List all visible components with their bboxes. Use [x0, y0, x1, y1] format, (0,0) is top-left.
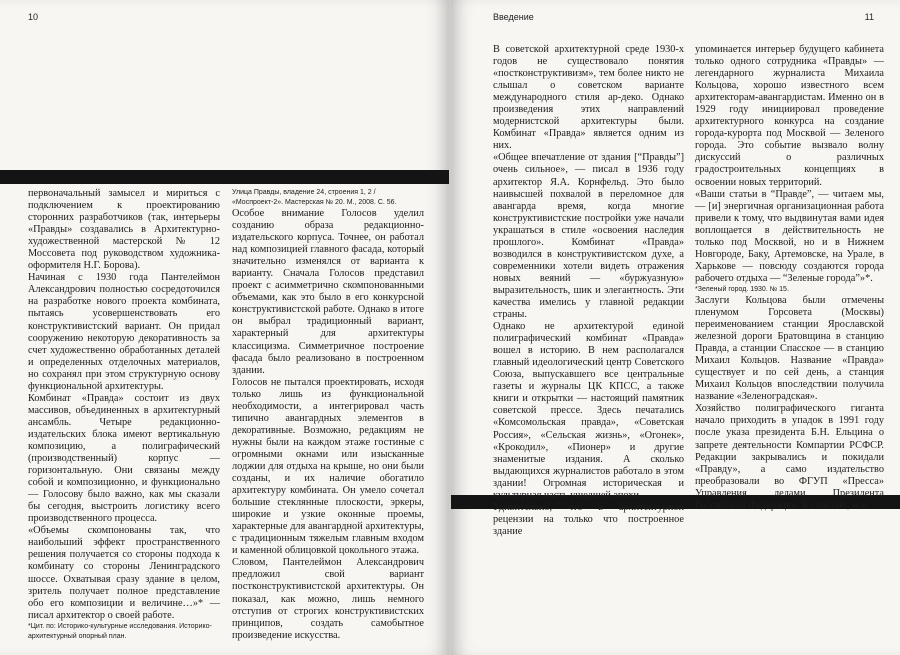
footnote: *Зеленый город. 1930. № 15.: [695, 285, 789, 293]
black-band-left: [0, 170, 449, 184]
paragraph: упоминается интерьер будущего кабинета только одного сотрудника «Правды» — легендарного журналиста Михаила Кольцова, хорошо известного всем архитекторам-авангардистам. Именно он в 1929 году инициировал проведение архитектурного конкурса на создание города-курорта под Москвой — Зеленого города. Это событие вызвало волну дискуссий о различных градостроительных концепциях в освоении новых территорий.: [695, 44, 884, 188]
left-column-1: [28, 188, 220, 650]
paragraph: Удивительно, что в архитектурной рецензии на только что построенное здание: [493, 501, 684, 537]
footnote: *Цит. по: Историко-культурные исследования. Историко-архитектурный опорный план.: [28, 622, 212, 640]
paragraph: Особое внимание Голосов уделил созданию образа редакционно-издательского корпуса. Точнее, он работал над композицией главного фасада, который значительно изменялся от варианта к варианту. Сначала Голосов представил проект с асимметрично скомпонованными объемами, как это было в его конкурсной конструктивистской работе. Однако в итоге он выбрал традиционный вариант, характерный для архитектуры классицизма. Симметричное построение фасада было реализовано в построенном здании.: [232, 208, 424, 376]
paragraph: В советской архитектурной среде 1930-х годов не существовало понятия «постконструктивизм», тем более никто не слышал о советском варианте международного стиля ар-деко. Однако произведения этих направлений модернистской архитектуры были. Комбинат «Правда» является одним из них.: [493, 44, 684, 152]
right-column-1: [493, 44, 684, 537]
right-page: [451, 0, 900, 655]
paragraph: «Объемы скомпонованы так, что наибольший эффект пространственного решения получается со стороны подхода к комбинату со стороны Ленинградского шоссе. Охватывая сразу здание в целом, зритель получает полное представление обо его композиции и величине…»* — писал архитектор о своей работе.: [28, 525, 220, 621]
paragraph: Начиная с 1930 года Пантелеймон Александрович полностью сосредоточился на разработке нового проекта комбината, пытаясь усовершенствовать его конструктивистский вариант. Он придал сооружению некоторую декоративность за счет художественно обработанных деталей и определенных отделочных материалов, но сохранял при этом структурную основу функциональной архитектуры.: [28, 272, 220, 392]
paragraph: Голосов не пытался проектировать, исходя только лишь из функциональной необходимости, а интегрировал часть типично авангардных элементов в декоративные. Возможно, редакциям не нужны были на каждом этаже гостиные с огромными окнами или изысканные лоджии для отдыха на крыше, но они были созданы, и их наличие обогатило архитектуру комбината. Он умело сочетал большие стеклянные плоскости, эркеры, широкие и узкие оконные проемы, характерные для авангардной архитектуры, с традиционным тяжелым главным входом и каменной облицовкой цокольного этажа.: [232, 376, 424, 557]
right-page-number: 11: [864, 12, 874, 22]
left-page: [0, 0, 449, 655]
paragraph: «Общее впечатление от здания [“Правды”] очень сильное», — писал в 1936 году архитектор Я.А. Корнфельд. Это было наивысшей похвалой в переломное для авангарда время, когда многие конструктивистские постройки уже начали украшаться в стиле «освоения наследия прошлого». Комбинат «Правда» возводился в конструктивистском духе, а современники хотели видеть отражения новых веяний — «буржуазную» выразительность, шик и элегантность. Эти качества имелись у главной редакции страны.: [493, 152, 684, 321]
paragraph: первоначальный замысел и мириться с подключением к проектированию сторонних разработчиков (так, интерьеры «Правды» создавались в Архитектурно-художественной мастерской № 12 Моссовета под руководством художника-оформителя Н.Г. Борова).: [28, 188, 220, 272]
running-header: Введение: [493, 12, 534, 22]
paragraph: Комбинат «Правда» состоит из двух массивов, объединенных в архитектурный ансамбль. Четыре редакционно-издательских блока имеют вертикальную композицию, а полиграфический (производственный) корпус — горизонтальную. Они связаны между собой и композиционно, и функционально — Голосову было важно, как мы сказали бы сегодня, выстроить логистику всего производственного процесса.: [28, 392, 220, 525]
paragraph: «Ваши статьи в “Правде”, — читаем мы, — [и] энергичная организационная работа привели к тому, что выдвинутая вами идея воплощается в действительность не только под Москвой, но и в Нижнем Новгороде, Баку, Артемовске, на Урале, в Харькове — повсюду создаются города рабочего отдыха — “Зеленые города”»*.: [695, 188, 884, 284]
paragraph: Словом, Пантелеймон Александрович предложил свой вариант постконструктивистской архитектуры. Он показал, как можно, лишь немного отступив от строгих конструктивистских принципов, создать самобытное произведение искусства.: [232, 557, 424, 641]
citation: Улица Правды, владение 24, строения 1, 2 / «Моспроект-2». Мастерская № 20. М., 2008. С. 56.: [232, 189, 397, 206]
paragraph: Хозяйство полиграфического гиганта начало приходить в упадок в 1991 году после указа президента Б.Н. Ельцина о запрете деятельности Компартии РСФСР. Редакции закрывались и покидали «Правду», а само издательство преобразовали во ФГУП «Пресса» Управления делами Президента Российской Федерации. К счастью, все: [695, 403, 884, 511]
left-column-2: [232, 188, 424, 650]
paragraph: Заслуги Кольцова были отмечены пленумом Горсовета (Москвы) переименованием станции Ярославской железной дороги Братовщина в станцию Правда, а станции Спасское — в станцию Михаил Кольцов. Название «Правда» существует и по сей день, а станция Михаил Кольцов впоследствии получила название «Зеленоградская».: [695, 294, 884, 403]
right-column-2: [695, 44, 884, 644]
paragraph: Однако не архитектурой единой полиграфический комбинат «Правда» вошел в историю. В нем располагался главный идеологический центр Советского Союза, выпускавшего все центральные газеты и журналы ЦК КПСС, а также книги и открытки — настоящий памятник советской прессе. Здесь печатались «Комсомольская правда», «Советская Россия», «Сельская жизнь», «Огонек», «Крокодил», «Пионер» и другие знаменитые издания. А сколько выдающихся журналистов работало в этом здании! Огромная историческая и культурная часть ушедшей эпохи.: [493, 321, 684, 501]
left-page-number: 10: [28, 12, 39, 22]
